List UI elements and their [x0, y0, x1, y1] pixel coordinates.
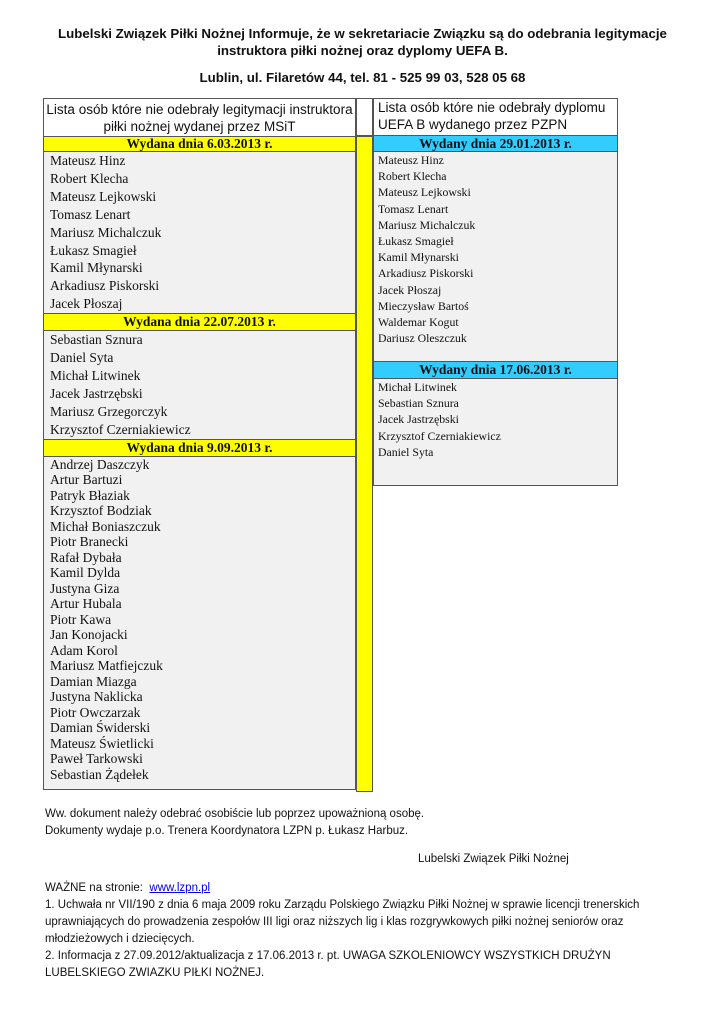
person-name: Justyna Naklicka — [50, 689, 143, 705]
person-name: Kamil Młynarski — [378, 250, 459, 265]
section-header-right-1: Wydany dnia 29.01.2013 r. — [374, 135, 617, 152]
person-name: Daniel Syta — [378, 444, 434, 459]
person-name: Damian Miazga — [50, 673, 137, 689]
left-list-msit — [43, 98, 356, 790]
person-name: Krzysztof Czerniakiewicz — [50, 421, 191, 437]
person-name: Piotr Branecki — [50, 534, 129, 550]
footer-line-2: Dokumenty wydaje p.o. Trenera Koordynatora LZPN p. Łukasz Harbuz. — [45, 825, 409, 837]
person-name: Rafał Dybała — [50, 549, 122, 565]
person-name: Tomasz Lenart — [378, 201, 449, 216]
person-name: Kamil Dylda — [50, 565, 121, 581]
person-name: Piotr Kawa — [50, 611, 112, 627]
note-1: 1. Uchwała nr VII/190 z dnia 6 maja 2009 roku Zarządu Polskiego Związku Piłki Nożnej w sprawie licencji trenerskich uprawniających do prowadzenia zespołów III ligi oraz niższych lig i klas rozgrywkowych piłki nożnej seniorów oraz młodzieżowych i dziecięcych. — [45, 899, 640, 945]
person-name: Dariusz Oleszczuk — [378, 331, 467, 346]
person-name: Arkadiusz Piskorski — [50, 278, 160, 294]
person-name: Sebastian Sznura — [50, 332, 143, 348]
person-name: Mieczysław Bartoś — [378, 298, 469, 313]
person-name: Łukasz Smagieł — [50, 242, 137, 258]
names-list-left-1 — [44, 152, 355, 313]
section-header-left-3: Wydana dnia 9.09.2013 r. — [44, 439, 355, 457]
person-name: Patryk Błaziak — [50, 487, 130, 503]
person-name: Mariusz Matfiejczuk — [50, 658, 163, 674]
person-name: Krzysztof Czerniakiewicz — [378, 428, 501, 443]
names-list-right-1 — [374, 152, 617, 361]
person-name: Mariusz Michalczuk — [378, 217, 476, 232]
person-name: Łukasz Smagieł — [378, 234, 454, 249]
person-name: Tomasz Lenart — [50, 206, 131, 222]
person-name: Mariusz Grzegorczyk — [50, 403, 168, 419]
person-name: Artur Bartuzi — [50, 472, 123, 488]
section-header-left-2: Wydana dnia 22.07.2013 r. — [44, 313, 355, 331]
person-name: Mateusz Hinz — [50, 153, 126, 168]
website-link[interactable]: www.lzpn.pl — [149, 882, 211, 894]
person-name: Paweł Tarkowski — [50, 751, 143, 767]
right-list-pzpn — [373, 98, 618, 486]
person-name: Artur Hubala — [50, 596, 122, 612]
person-name: Sebastian Sznura — [378, 396, 459, 411]
important-notes — [45, 880, 685, 982]
person-name: Justyna Giza — [50, 580, 120, 596]
person-name: Robert Klecha — [378, 169, 447, 184]
section-header-left-1: Wydana dnia 6.03.2013 r. — [44, 137, 355, 152]
footer-instructions — [45, 806, 685, 840]
person-name: Robert Klecha — [50, 170, 129, 186]
person-name: Sebastian Żądełek — [50, 766, 149, 782]
person-name: Mateusz Hinz — [378, 153, 444, 167]
person-name: Piotr Owczarzak — [50, 704, 141, 720]
note-2: 2. Informacja z 27.09.2012/aktualizacja z 17.06.2013 r. pt. UWAGA SZKOLENIOWCY WSZYSTKICH DRUŻYN LUBELSKIEGO ZWIAZKU PIŁKI NOŻNEJ. — [45, 950, 611, 979]
yellow-separator-bar — [356, 136, 373, 792]
names-list-right-2 — [374, 379, 617, 460]
section-header-right-2: Wydany dnia 17.06.2013 r. — [374, 361, 617, 379]
person-name: Krzysztof Bodziak — [50, 503, 152, 519]
person-name: Andrzej Daszczyk — [50, 456, 150, 472]
person-name: Mateusz Świetlicki — [50, 735, 154, 751]
person-name: Michał Litwinek — [50, 367, 141, 383]
person-name: Jacek Jastrzębski — [50, 385, 143, 401]
footer-line-1: Ww. dokument należy odebrać osobiście lub poprzez upoważnioną osobę. — [45, 808, 425, 820]
person-name: Damian Świderski — [50, 720, 151, 736]
person-name: Mateusz Lejkowski — [378, 185, 471, 200]
signature: Lubelski Związek Piłki Nożnej — [418, 853, 569, 865]
person-name: Daniel Syta — [50, 350, 114, 366]
document-title: Lubelski Związek Piłki Nożnej Informuje, że w sekretariacie Związku są do odebrania legitymacje instruktora piłki nożnej oraz dyplomy UEFA B. — [58, 26, 667, 58]
person-name: Jacek Płoszaj — [378, 282, 442, 297]
person-name: Adam Korol — [50, 642, 118, 658]
person-name: Mariusz Michalczuk — [50, 224, 162, 240]
person-name: Mateusz Lejkowski — [50, 188, 157, 204]
person-name: Michał Litwinek — [378, 380, 457, 394]
right-list-heading: Lista osób które nie odebrały dyplomu UEFA B wydanego przez PZPN — [374, 99, 617, 135]
person-name: Kamil Młynarski — [50, 260, 143, 276]
address-line: Lublin, ul. Filaretów 44, tel. 81 - 525 99 03, 528 05 68 — [199, 70, 526, 85]
person-name: Jacek Płoszaj — [50, 296, 123, 312]
separator-top — [356, 98, 373, 136]
person-name: Jacek Jastrzębski — [378, 412, 459, 427]
person-name: Waldemar Kogut — [378, 315, 459, 330]
left-list-heading: Lista osób które nie odebrały legitymacji instruktora piłki nożnej wydanej przez MSiT — [44, 99, 355, 137]
important-label: WAŻNE na stronie: — [45, 882, 143, 894]
names-list-left-3 — [44, 457, 355, 783]
person-name: Michał Boniaszczuk — [50, 518, 161, 534]
person-name: Arkadiusz Piskorski — [378, 266, 474, 281]
person-name: Jan Konojacki — [50, 627, 128, 643]
names-list-left-2 — [44, 331, 355, 438]
